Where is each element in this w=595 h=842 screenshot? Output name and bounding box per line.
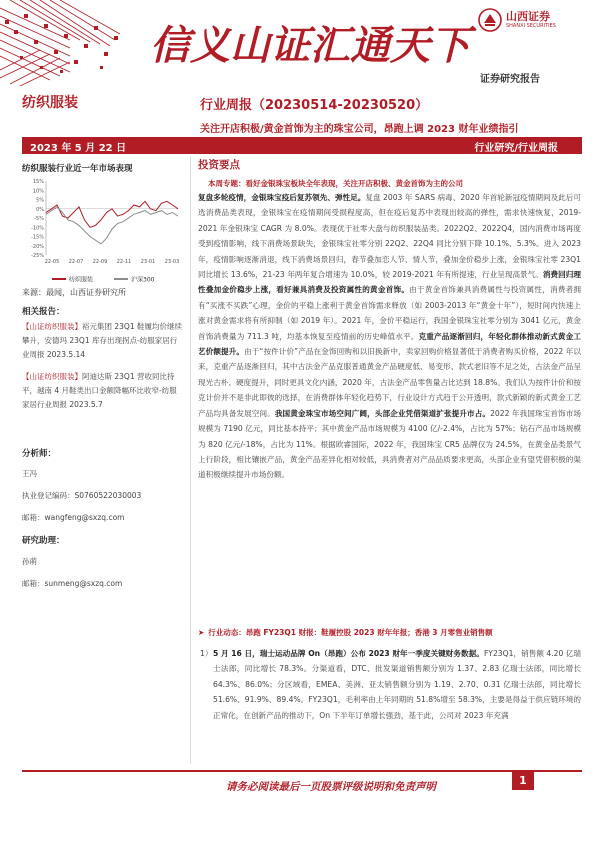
report-type: 证券研究报告 bbox=[480, 74, 540, 85]
para-text: 由于“按件计价”产品在金饰回购和以旧换新中，卖家回购价格显著低于消费者购买价格，2022 年以来，克重产品逐渐回归，其中古法金产品克服普通黄金产品硬度低、易变形、款式老旧等不足之处，古法金产品呈现光古朴、硬度提升，同时更具文化内涵，2020 年，古法金产品零售量占比达到 18.8%。我们认为按件计价和按克计价并不是非此即彼的选择，在消费群体年轻化趋势下，行业设计方式趋于公开透明，款式新颖的新式黄金工艺产品均具备发展空间。 bbox=[198, 347, 581, 418]
y-tick-label: 15% bbox=[32, 179, 44, 185]
related-report-item[interactable] bbox=[22, 320, 184, 362]
analyst-email[interactable]: 邮箱：wangfeng@sxzq.com bbox=[22, 513, 125, 522]
report-date: 2023 年 5 月 22 日 bbox=[30, 143, 127, 154]
related-report-tag: 【山证纺织服装】 bbox=[22, 372, 82, 381]
assistant-heading: 研究助理： bbox=[22, 536, 65, 546]
para-bold: 我国黄金珠宝市场空间广阔，头部企业凭借渠道扩张提升市占。 bbox=[274, 408, 491, 418]
chart-title: 纺织服装行业近一年市场表现 bbox=[22, 164, 133, 174]
assistant-name: 孙萌 bbox=[22, 557, 37, 566]
y-tick-label: 10% bbox=[32, 188, 44, 195]
column-divider bbox=[190, 156, 191, 764]
para-bold: 复盘多轮疫情，金银珠宝疫后复苏领先、弹性足。 bbox=[198, 193, 366, 202]
series-line-0 bbox=[46, 201, 178, 227]
y-tick-label: 5% bbox=[36, 197, 44, 204]
y-tick-label: 0% bbox=[36, 206, 44, 213]
para-text: 复盘 2003 年 SARS 病毒、2020 年首轮新冠疫情期间及此后可选消费品类表现，金银珠宝在疫情期间受损程度高，但在疫后复苏中表现出较高的弹性，需求快速恢复，2019-2021 年金银珠宝 CAGR 为 8.0%。表现优于社零大盘与纺织服装品类。2022Q2、2022Q4，国内消费市场再度受到疫情影响，线下消费场景缺失，金银珠宝社零分别 22Q2、22Q4 同比分别下降 10.1%、5.3%。进入 2023 年，疫情影响逐渐消退，线下消费场景回归，春节叠加恋人节、情人节，叠加金价稳步上涨，金银珠宝社零 23Q1 同比增长 13.6%，21-23 年两年复合增速为 10.0%，较 2019-2021 年有所提速，行业呈现高景气。 bbox=[198, 193, 581, 280]
header-banner bbox=[0, 0, 595, 86]
para-bold: 消费回归理性叠加金价稳步上涨，看好兼具消费及投资属性的黄金首饰。 bbox=[198, 270, 581, 295]
legend-label: 沪深300 bbox=[131, 276, 155, 284]
analyst-heading: 分析师： bbox=[22, 449, 57, 459]
report-subtitle: 关注开店积极/黄金首饰为主的珠宝公司，昂跑上调 2023 财年业绩指引 bbox=[200, 124, 519, 135]
date-bar bbox=[22, 137, 582, 154]
x-tick-label: 23-03 bbox=[164, 259, 180, 265]
slogan: 信义山证汇通天下 bbox=[150, 22, 470, 69]
focus-topic: 本周专题：看好金银珠宝板块全年表现，关注开店积极、黄金首饰为主的公司 bbox=[208, 179, 463, 188]
report-category: 行业研究/行业周报 bbox=[474, 143, 558, 154]
analyst-name: 王冯 bbox=[22, 469, 37, 478]
arrow-icon: ➤ bbox=[198, 628, 205, 637]
logo-subtext: SHANXI SECURITIES bbox=[506, 23, 556, 29]
y-tick-label: -5% bbox=[34, 216, 44, 222]
x-tick-label: 22-09 bbox=[92, 259, 108, 265]
para-text: 2022 年我国珠宝首饰市场规模为 7190 亿元，同比基本持平；其中黄金产品市场规模为 4100 亿/-2.4%，占比为 57%；钻石产品市场规模为 820 亿元/-18%，占比为 11%。根据欧睿国际，2022 年，我国珠宝 CR5 品牌仅为 24.5%，在黄金品类景气上行阶段，相比镶嵌产品，黄金产品差异化相对较低，具消费者对产品品质要求更高，头部企业有望凭借积极的渠道积极继续提升市场份额。 bbox=[198, 408, 582, 480]
main-content bbox=[198, 157, 581, 191]
x-tick-label: 22-07 bbox=[68, 259, 84, 265]
para-bold: 克重产品逐渐回归，年轻化群体推动新式黄金工艺价额提升。 bbox=[198, 331, 581, 357]
related-report-text: 裕元集团 23Q1 鞋履均价继续攀升，安德玛 23Q1 库存出现拐点-纺服家居行业周报 2023.5.14 bbox=[22, 322, 182, 359]
y-tick-label: -10% bbox=[31, 225, 44, 232]
legend-label: 纺织服装 bbox=[69, 276, 94, 284]
page-number: 1 bbox=[512, 771, 534, 790]
sidebar bbox=[22, 156, 188, 289]
analyst-cert: 执业登记编码：S0760522030003 bbox=[22, 491, 142, 500]
performance-chart bbox=[22, 177, 184, 289]
footer-rule bbox=[22, 770, 582, 772]
investment-points-title: 投资要点 bbox=[198, 159, 240, 171]
series-line-1 bbox=[46, 207, 178, 244]
body-paragraph-1 bbox=[198, 190, 581, 483]
footer-disclaimer[interactable]: 请务必阅读最后一页股票评级说明和免责声明 bbox=[226, 781, 436, 793]
logo-emblem-icon bbox=[478, 8, 502, 32]
assistant-email[interactable]: 邮箱：sunmeng@sxzq.com bbox=[22, 579, 123, 588]
news-item-text: FY23Q1，销售额 4.20 亿瑞士法郎，同比增长 78.3%。分渠道看，DTC、批发渠道销售额分别为 1.37、2.83 亿瑞士法郎，同比增长 64.3%、86.0%；分区域看，EMEA、美洲、亚太销售额分别为 1.19、2.70、0.31 亿瑞士法郎，同比增长 51.6%、91.9%、89.4%。FY23Q1，毛利率由上年同期的 51.8%增至 58.3%，主要是得益于供应链环境的正常化，在创新产品的推动下，On 下半年订单增长强劲，基于此，公司对 2023 年充满 bbox=[213, 649, 581, 720]
x-tick-label: 23-01 bbox=[140, 259, 156, 265]
news-item-1 bbox=[200, 646, 581, 723]
y-tick-label: -25% bbox=[31, 253, 44, 259]
analyst-block bbox=[22, 468, 187, 600]
chart-source: 来源：最闻，山西证券研究所 bbox=[22, 288, 126, 297]
logo-text: 山西证券 bbox=[506, 10, 550, 23]
industry-news-title: 行业动态：昂跑 FY23Q1 财报：鞋履控股 2023 财年年报；香港 3 月零售业销售额 bbox=[208, 628, 493, 637]
news-item-bold: 5 月 16 日，瑞士运动品牌 On（昂跑）公布 2023 财年一季度关键财务数据。 bbox=[213, 649, 484, 658]
related-report-item[interactable] bbox=[22, 370, 184, 412]
news-item-number: 1） bbox=[200, 649, 213, 658]
x-tick-label: 22-11 bbox=[116, 259, 132, 265]
y-tick-label: -15% bbox=[31, 234, 44, 241]
company-logo bbox=[478, 6, 588, 36]
related-reports-heading: 相关报告： bbox=[22, 307, 65, 317]
industry-news-heading bbox=[198, 627, 581, 638]
report-title: 行业周报（20230514-20230520） bbox=[200, 98, 429, 113]
related-report-text: 阿迪达斯 23Q1 营收同比持平，越南 4 月鞋类出口金额降幅环比收窄-纺服家居行业周报 2023.5.7 bbox=[22, 372, 177, 409]
x-tick-label: 22-05 bbox=[44, 259, 60, 265]
para-text: 由于黄金首饰兼具消费属性与投资属性，消费者拥有“买涨不买跌”心理，金价的平稳上涨利于黄金首饰需求释放（如 2003-2013 年“黄金十年”），短时间内快速上涨对黄金需求将有所抑制（如 2019 年）。2021 年，金价平稳运行，我国金银珠宝社零分别为 3041 亿元，黄金首饰消费量为 711.3 吨，均基本恢复至疫情前的历史峰值水平。 bbox=[198, 285, 582, 341]
y-tick-label: -20% bbox=[31, 243, 44, 250]
sector-title: 纺织服装 bbox=[22, 95, 78, 111]
related-reports-list bbox=[22, 320, 184, 420]
related-report-tag: 【山证纺织服装】 bbox=[22, 322, 82, 331]
